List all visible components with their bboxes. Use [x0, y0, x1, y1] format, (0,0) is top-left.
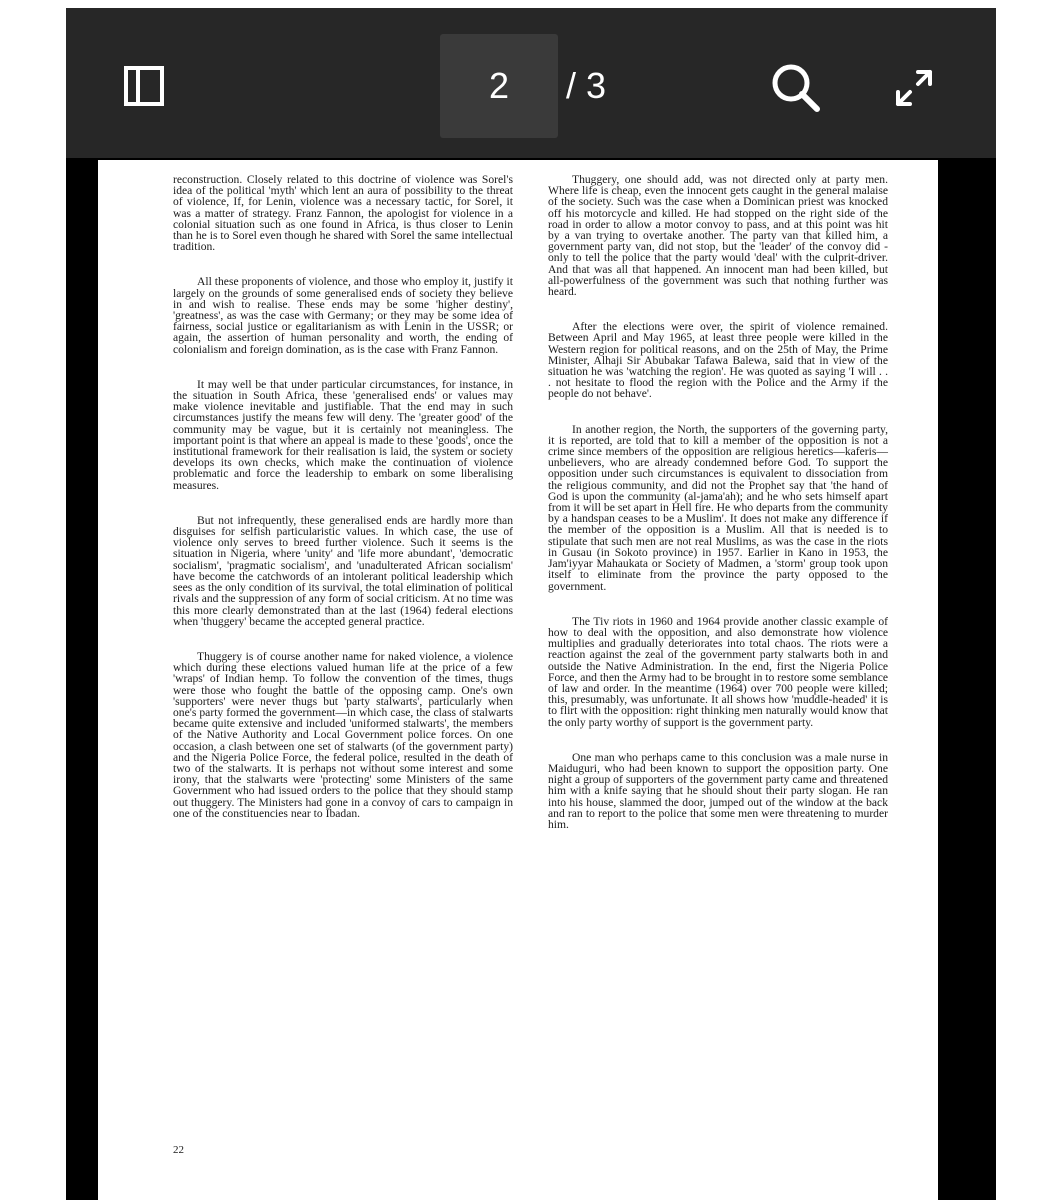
paragraph: All these proponents of violence, and those who employ it, justify it largely on the grounds of some generalised ends of society they believe in and wish to realise. These ends may be some 'higher destiny', 'greatness', as was the case with Germany; or they may be some idea of fairness, social justice or egalitarianism as with Lenin in the USSR; or again, the assertion of human personality and worth, the ending of colonialism and foreign domination, as is the case with Franz Fannon. [173, 275, 513, 356]
viewer-toolbar [66, 8, 996, 158]
paragraph: reconstruction. Closely related to this doctrine of violence was Sorel's idea of the political 'myth' which lent an aura of possibility to the threat of violence, If, for Lenin, violence was a necessary tactic, for Sorel, it was a matter of strategy. Franz Fannon, the apologist for violence in a colonial situation such as one found in Africa, is thus closer to Lenin than he is to Sorel even though he shared with Sorel the same intellectual tradition. [173, 173, 513, 254]
document-page [98, 160, 938, 1200]
page-number-footer: 22 [173, 1144, 184, 1156]
paragraph: Thuggery, one should add, was not directed only at party men. Where life is cheap, even the innocent gets caught in the general malaise of the society. Such was the case when a Dominican priest was knocked off his motorcycle and killed. He had stopped on the right side of the road in order to allow a motor convoy to pass, and at this point was hit by a van trying to overtake another. The party van that killed him, a government party van, did not stop, but the 'leader' of the convoy did - only to tell the police that the party would 'deal' with the culprit-driver. And that was all that happened. An innocent man had been killed, but all-powerfulness of the government was such that nothing further was heard. [548, 173, 888, 299]
search-icon[interactable] [770, 62, 822, 114]
paragraph: Thuggery is of course another name for naked violence, a violence which during these elections valued human life at the price of a few 'wraps' of Indian hemp. To follow the convention of the times, thugs were those who fought the battle of the opposing camp. One's own 'supporters' were never thugs but 'party stalwarts', particularly when one's party formed the government—in which case, the class of stalwarts became quite extensive and included 'uniformed stalwarts', the members of the Native Authority and Local Government police forces. On one occasion, a clash between one set of stalwarts (of the government party) and the Nigeria Police Force, the federal police, resulted in the death of two of the stalwarts. It is perhaps not without some interest and some irony, that the stalwarts were 'protecting' some Ministers of the same Government who had issued orders to the police that they should stamp out thuggery. The Ministers had gone in a convoy of cars to campaign in one of the constituencies near to Ibadan. [173, 649, 513, 820]
paragraph: In another region, the North, the supporters of the governing party, it is reported, are told that to kill a member of the opposition is not a crime since members of the opposition are religious heretics—kaferis—unbelievers, who are already condemned before God. To support the opposition under such circumstances is equivalent to dissociation from the religious community, and did not the Prophet say that 'the hand of God is upon the community (al-jama'ah); and he who sets himself apart from it will be set apart in Hell fire. He who departs from the community by a handspan ceases to be a Muslim'. It does not make any difference if the member of the opposition is a Muslim. All that is needed is to stipulate that such men are not real Muslims, as was the case in the riots in Gusau (in Sokoto province) in 1957. Earlier in Kano in 1953, the Jam'iyyar Mahaukata or Society of Madmen, a 'storm' group took upon itself to eliminate from the province the party opposed to the government. [548, 422, 888, 593]
right-column [548, 174, 888, 854]
page-number-input[interactable]: 2 [440, 34, 558, 138]
paragraph: The Tiv riots in 1960 and 1964 provide another classic example of how to deal with the opposition, and also demonstrate how violence multiplies and gradually deteriorates into total chaos. The riots were a reaction against the zeal of the government party stalwarts both in and outside the Native Administration. In the end, first the Nigeria Police Force, and then the Army had to be brought in to restore some semblance of law and order. In the meantime (1964) over 700 people were killed; this, presumably, was unfortunate. It all shows how 'muddle-headed' it is to flirt with the opposition: right thinking men naturally would know that the only party worthy of support is the government party. [548, 614, 888, 729]
paragraph: After the elections were over, the spirit of violence remained. Between April and May 1965, at least three people were killed in the Western region for political reasons, and on the 25th of May, the Prime Minister, Alhaji Sir Abubakar Tafawa Balewa, said that in view of the situation he was 'watching the region'. He was quoted as saying 'I will . . . not hesitate to flood the region with the Police and the Army if the people do not behave'. [548, 320, 888, 401]
paragraph: It may well be that under particular circumstances, for instance, in the situation in South Africa, these 'generalised ends' or values may make violence inevitable and justifiable. That the end may in such circumstances justify the means few will deny. The 'greater good' of the community may be vague, but it is certainly not meaningless. The important point is that where an appeal is made to these 'goods', once the institutional framework for their realisation is laid, the system or society develops its own checks, which make the continuation of violence problematic and force the leadership to embark on some liberalising measures. [173, 377, 513, 492]
sidebar-toggle-icon[interactable] [124, 66, 164, 106]
paragraph: But not infrequently, these generalised ends are hardly more than disguises for selfish particularistic values. In which case, the use of violence only serves to breed further violence. Such it seems is the situation in Nigeria, where 'unity' and 'life more abundant', 'democratic socialism', 'pragmatic socialism', and 'unadulterated African socialism' have become the catchwords of an intolerant political leadership which sees as the only condition of its survival, the total elimination of political rivals and the suppression of any form of social criticism. At no time was this more clearly demonstrated than at the last (1964) federal elections when 'thuggery' became the accepted general practice. [173, 513, 513, 628]
page-total-label: / 3 [566, 65, 607, 106]
left-column [173, 174, 513, 843]
expand-icon[interactable] [890, 64, 938, 112]
paragraph: One man who perhaps came to this conclusion was a male nurse in Maiduguri, who had been known to support the opposition party. One night a group of supporters of the government party came and threatened him with a knife saying that he should shout their party slogan. He ran into his house, slammed the door, jumped out of the window at the back and ran to report to the police that some men were threatening to murder him. [548, 750, 888, 831]
